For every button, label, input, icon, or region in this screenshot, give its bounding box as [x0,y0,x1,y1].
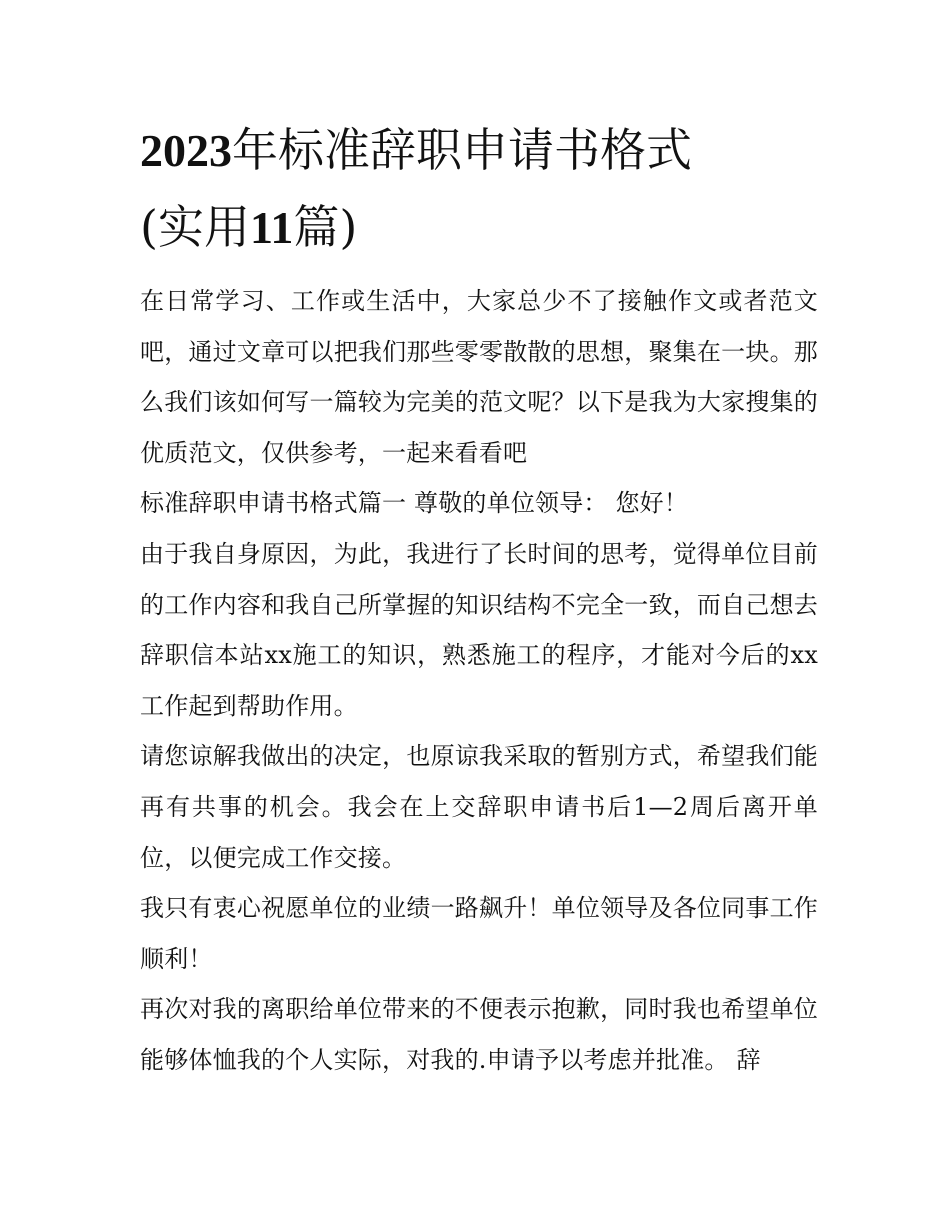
title-year: 2023 [140,125,232,176]
title-main: 年标准辞职申请书格式 [232,123,692,177]
paragraph-intro: 在日常学习、工作或生活中，大家总少不了接触作文或者范文吧，通过文章可以把我们那些零零散散的思想，聚集在一块。那么我们该如何写一篇较为完美的范文呢？以下是我为大家搜集的优质范文，仅供参考，一起来看看吧 [140,287,818,467]
paragraph-salutation: 标准辞职申请书格式篇一 尊敬的单位领导： 您好！ [140,489,689,518]
title-sub-suffix: 篇) [293,200,358,254]
document-title [140,112,820,266]
paragraph-reason: 由于我自身原因，为此，我进行了长时间的思考，觉得单位目前的工作内容和我自己所掌握的知识结构不完全一致，而自己想去辞职信本站xx施工的知识，熟悉施工的程序，才能对今后的xx工作起到帮助作用。 [140,539,818,720]
title-count: 11 [249,202,294,253]
document-body [140,276,818,1086]
paragraph-request: 请您谅解我做出的决定，也原谅我采取的暂别方式，希望我们能再有共事的机会。我会在上交辞职申请书后1—2周后离开单位，以便完成工作交接。 [140,742,818,872]
paragraph-wishes: 我只有衷心祝愿单位的业绩一路飙升！单位领导及各位同事工作顺利！ [140,894,818,973]
paragraph-apology: 再次对我的离职给单位带来的不便表示抱歉，同时我也希望单位能够体恤我的个人实际，对我的.申请予以考虑并批准。 辞 [140,995,818,1074]
title-sub-prefix: (实用 [140,200,250,254]
